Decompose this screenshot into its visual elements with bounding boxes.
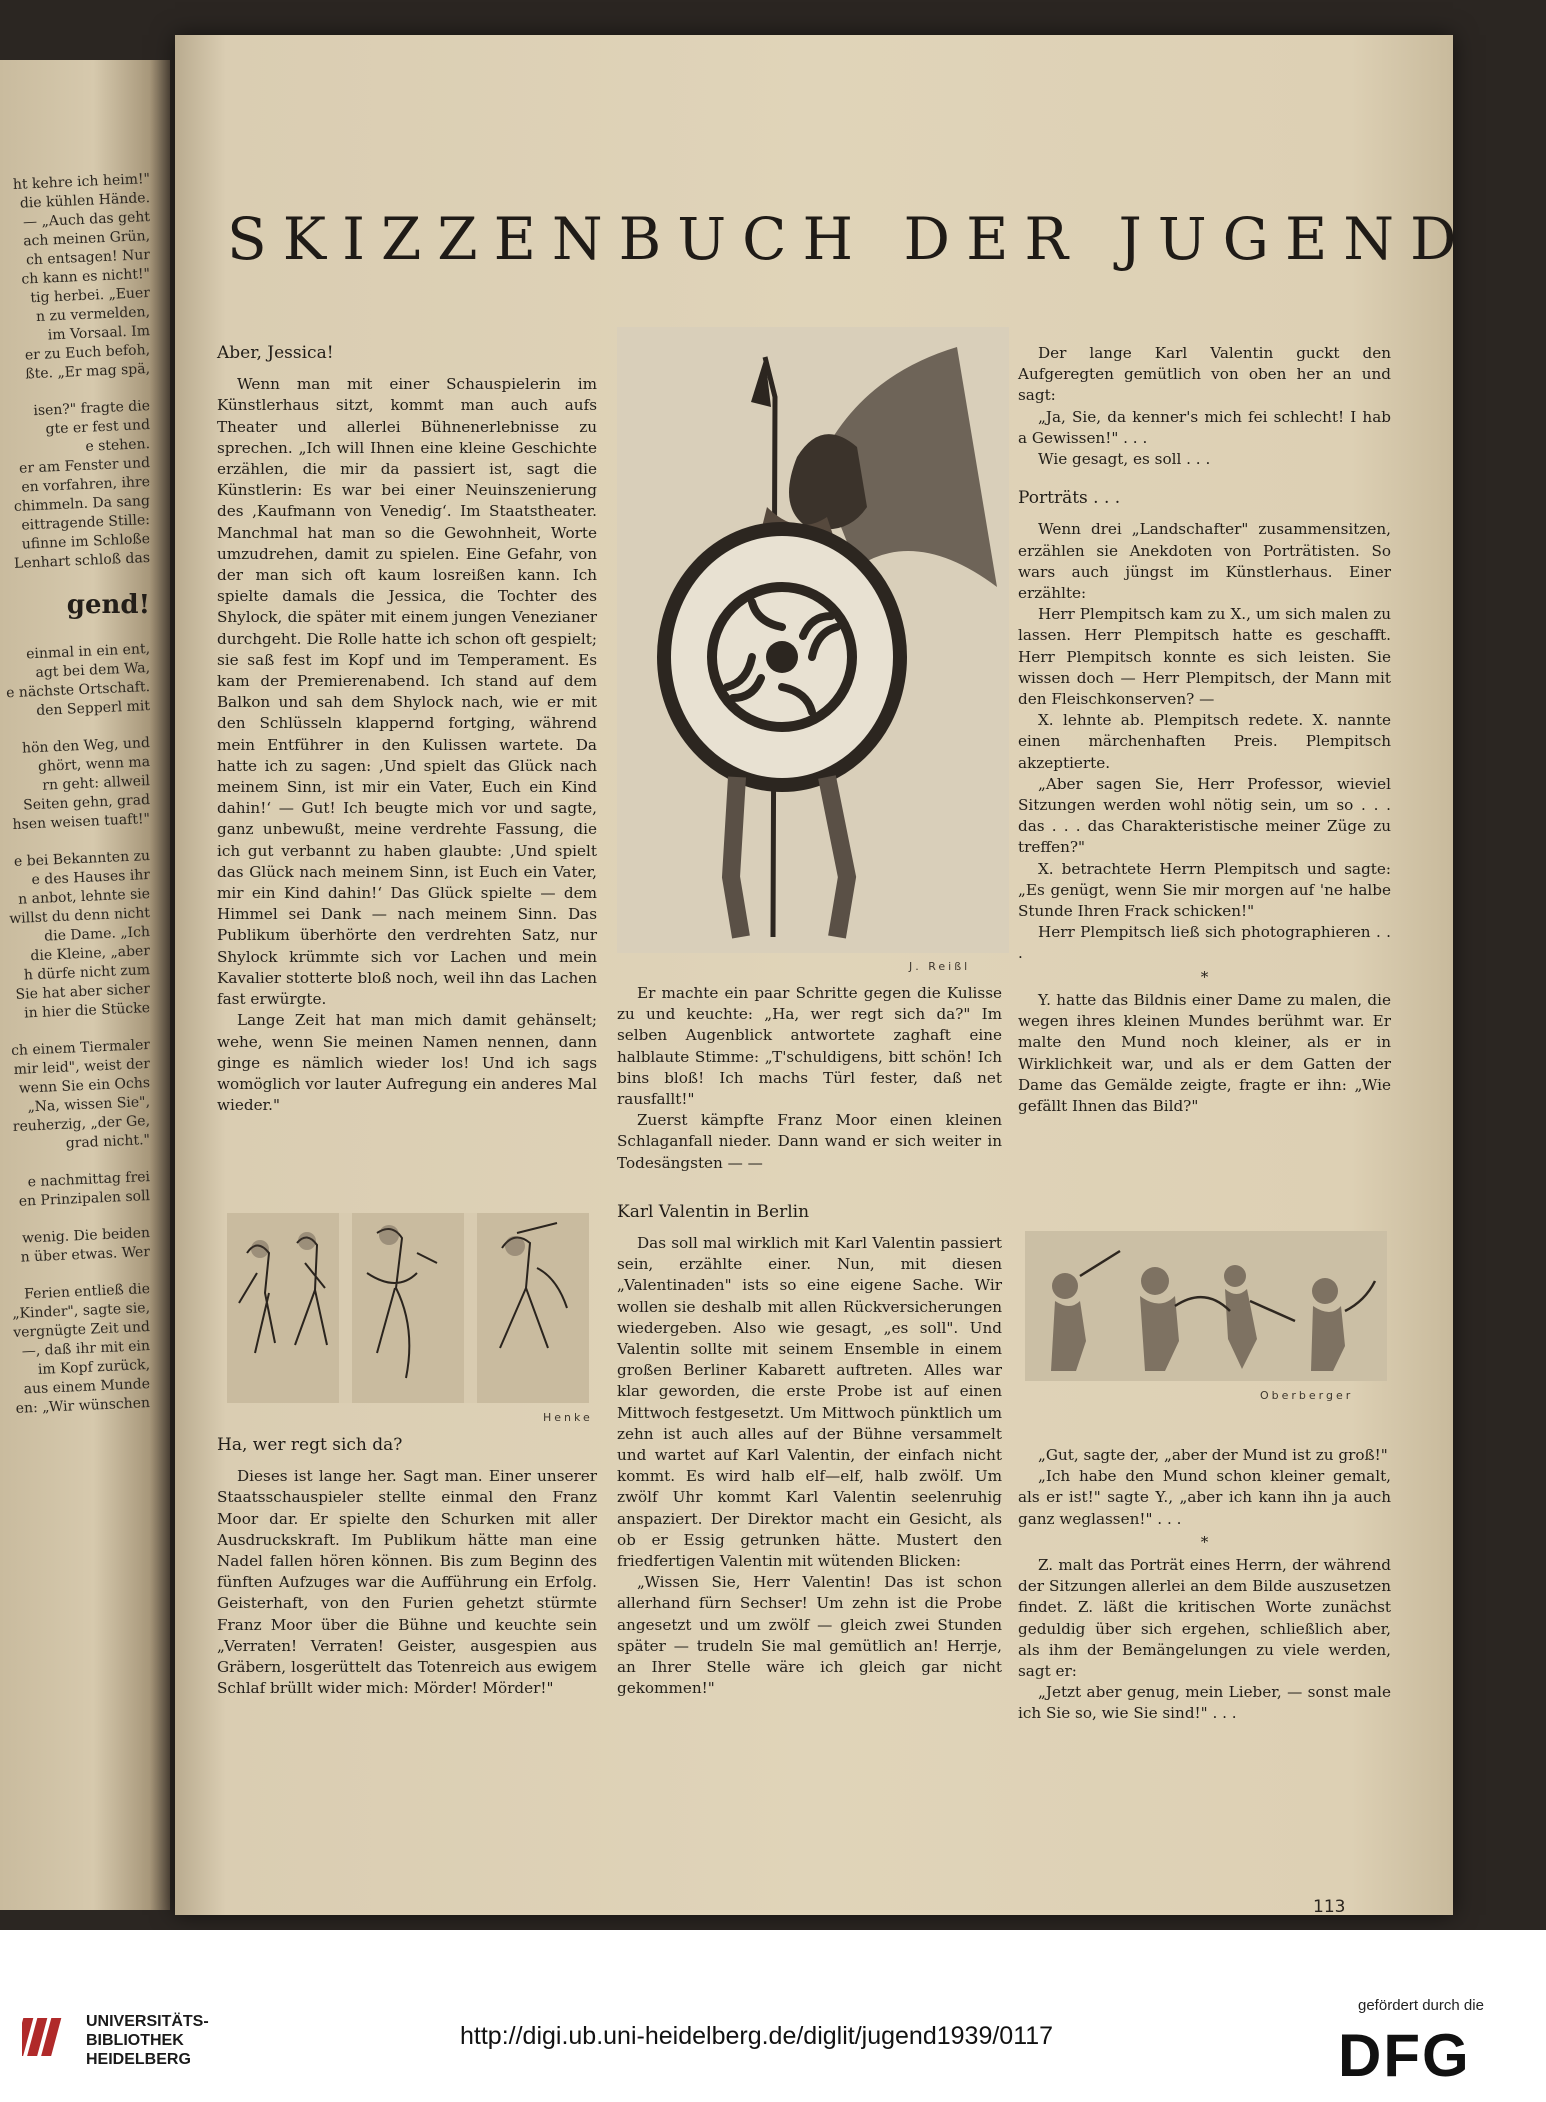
paragraph: Herr Plempitsch ließ sich photographieren . . . [1018,923,1391,963]
left-page-line: reuherzig, „der Ge, [12,1113,151,1135]
left-page-line: e stehen. [85,436,151,455]
paragraph: Dieses ist lange her. Sagt man. Einer unserer Staatsschauspieler stellte einmal den Franz Moor dar. Er spielte den Schurken mit aller Ausdruckskraft. Im Publikum hätte man eine Nadel fallen hören können. Bis zum Beginn des fünften Aufzuges war die Aufführung ein Erfolg. Geisterhaft, von den Furien gehetzt stürmte Franz Moor über die Bühne und keuchte sein „Verraten! Verraten! Geister, ausgespien aus Gräbern, losgerüttelt das Totenreich aus ewigem Schlaf brüllt wider mich: Mörder! Mörder!" [217,1467,597,1698]
left-page-lines-top [0,170,151,572]
article-column-two [617,983,1002,1700]
section-divider-star: * [1200,967,1209,986]
left-page-line: n über etwas. Wer [20,1244,151,1266]
knight-image [617,327,1009,953]
left-page-line: en vorfahren, ihre [21,474,151,496]
left-page-line: die Kleine, „aber [30,943,151,965]
left-page-line: ßte. „Er mag spä, [24,361,151,383]
left-page-line: hsen weisen tuaft!" [12,811,151,833]
paragraph: Wenn man mit einer Schauspielerin im Künstlerhaus sitzt, kommt man auch aufs Theater und allerlei Bühnenerlebnisse zu sprechen. „Ich will Ihnen eine kleine Geschichte erzählen, die mir da passiert ist, sagt die Künstlerin: Es war bei einer Neuinszenierung des ‚Kaufmann von Venedig‘. Im Staatstheater. Manchmal hat man so die Gewohnheit, Worte umzudrehen, damit zu spielen. Eine Gefahr, von der man sich oft kaum losreißen kann. Ich spielte damals die Jessica, die Tochter des Shylock, die später mit einem jungen Venezianer durchgeht. Die Rolle hatte ich schon oft gespielt; sie saß fest im Kopf und im Temperament. Es kam der Premierenabend. Ich stand auf dem Balkon und sah dem Shylock nach, wie er mit den Schlüsseln klappernd fortging, während mein Entführer in den Kulissen wartete. Da hatte ich zu sagen: ‚Und spielt das Glück nach meinem Sinn, ist mir ein Vater, Euch ein Kind dahin!‘ — Gut! Ich beugte mich vor und sagte, ganz unbewußt, meine verdrehte Fassung, die ich gut verbannt zu haben glaubte: ‚Und spielt das Glück nach meinem Sinn, ist Euch ein Vater, mir ein Kind dahin!‘ Das Glück spielte — dem Himmel sei Dank — nach meinem Sinn. Das Publikum überhörte den verdrehten Satz, nur Shylock krümmte sich vor Lachen und mein Kavalier stotterte bloß noch, weil ihn das Lachen fast erwürgte. [217,375,597,1009]
knight-illustration [617,327,1009,953]
section-divider-star: * [1200,1532,1209,1551]
left-page-line: „Kinder", sagte sie, [12,1300,151,1323]
paragraph: Der lange Karl Valentin guckt den Aufgeregten gemütlich von oben her an und sagt: [1018,344,1391,405]
left-page-line: e nächste Ortschaft. [5,679,151,702]
henke-sketch-image [227,1213,589,1403]
left-page-line: e nachmittag frei [27,1169,151,1191]
paragraph: „Wissen Sie, Herr Valentin! Das ist schon allerhand fürn Sechser! Um zehn ist die Probe angesetzt und um zwölf — gleich zwei Stunden später — trudeln Sie mal gemütlich an! Herrje, an Ihrer Stelle wäre ich gleich gar nicht gekommen!" [617,1573,1002,1698]
oberberger-illustration [1025,1231,1387,1381]
paragraph: Lange Zeit hat man mich damit gehänselt; wehe, wenn Sie meinen Namen nennen, dann ginge es nämlich wieder los! Und ich sags womöglich vor lauter Aufregung ein anderes Mal wieder." [217,1011,597,1115]
permalink-url[interactable]: http://digi.ub.uni-heidelberg.de/diglit/jugend1939/0117 [460,2022,1054,2050]
left-page-line: in hier die Stücke [23,1000,151,1022]
left-page-line: wenn Sie ein Ochs [18,1075,151,1097]
left-page-line: im Kopf zurück, [37,1357,151,1378]
paragraph: Zuerst kämpfte Franz Moor einen kleinen Schlaganfall nieder. Dann wand er sich weiter in Todesängsten — — [617,1111,1002,1172]
left-page-line: ufinne im Schloße [21,531,151,553]
article-portraets-continued [1018,1445,1391,1725]
oberberger-sketch-image [1025,1231,1387,1381]
left-page-line: die Dame. „Ich [43,924,151,945]
paragraph: „Ich habe den Mund schon kleiner gemalt, als er ist!" sagte Y., „aber ich kann ihn ja auch ganz weglassen!" . . . [1018,1467,1391,1528]
left-page-line: eittragende Stille: [21,512,151,534]
left-page-line: ch entsagen! Nur [25,247,151,269]
left-page-line: agt bei dem Wa, [35,660,151,681]
left-page-line: en Prinzipalen soll [18,1188,151,1210]
left-page-heading: gend! [66,590,150,620]
left-page-line: n zu vermelden, [35,304,151,325]
left-page-line: den Sepperl mit [35,698,151,719]
left-page-line: „Na, wissen Sie", [27,1094,151,1116]
left-page-line: Ferien entließ die [23,1281,151,1303]
left-page-line: ghört, wenn ma [37,754,151,775]
left-page-line: n anbot, lehnte sie [17,886,151,908]
left-page-line: aus einem Munde [23,1376,151,1398]
footer-bar [0,1930,1546,2102]
left-page-line: einmal in ein ent, [25,641,151,663]
left-page-line: er zu Euch befoh, [24,342,151,364]
left-page-line: en: „Wir wünschen [15,1395,151,1417]
left-page-line: isen?" fragte die [33,398,151,420]
paragraph: Y. hatte das Bildnis einer Dame zu malen, die wegen ihres kleinen Mundes berühmt war. Er malte den Mund noch kleiner, als er in Wirklichkeit war, und als er dem Gatten der Dame das Gemälde zeigte, fragte er ihn: „Wie gefällt Ihnen das Bild?" [1018,990,1391,1115]
article-heading: Karl Valentin in Berlin [617,1201,810,1222]
left-page-line: im Vorsaal. Im [47,323,151,344]
dfg-logo: DFG [1338,2022,1471,2089]
left-page-line: ch einem Tiermaler [10,1037,151,1060]
page-title: SKIZZENBUCH DER JUGEND [227,205,1473,273]
article-ha-wer-regt-sich-da [217,1435,597,1699]
article-heading: Ha, wer regt sich da? [217,1435,403,1455]
left-page-text [0,170,151,1417]
left-page-line: die kühlen Hände. [19,190,151,212]
paragraph: Wenn drei „Landschafter" zusammensitzen, erzählen sie Anekdoten von Porträtisten. So wars auch jüngst im Künstlerhaus. Einer erzählte: [1018,520,1391,603]
left-page-line: Lenhart schloß das [13,550,151,572]
paragraph: Er machte ein paar Schritte gegen die Kulisse zu und keuchte: „Ha, wer regt sich da?" Im selben Augenblick antwortete zaghaft eine halblaute Stimme: „T'schuldigens, bitt schön! Ich bins bloß! Ich machs Türl fester, daß net rausfallt!" [617,984,1002,1109]
left-page-line: grad nicht." [65,1132,151,1152]
left-page-lines-bottom [0,640,151,1417]
left-page-line: e des Hauses ihr [31,867,151,889]
article-portraets [1018,343,1391,1117]
page-number: 113 [1313,1897,1346,1917]
paragraph: „Jetzt aber genug, mein Lieber, — sonst male ich Sie so, wie Sie sind!" . . . [1018,1683,1391,1723]
left-page-line: — „Auch das geht [22,209,151,231]
left-page-line: willst du denn nicht [8,905,151,928]
left-page-line: tig herbei. „Euer [30,285,151,307]
left-page-line: Sie hat aber sicher [15,981,151,1003]
paragraph: Das soll mal wirklich mit Karl Valentin passiert sein, erzählte einer. Nun, mit diesen „Valentinaden" ists so eine eigene Sache. Wir wollen sie deshalb mit allen Rückversicherungen wiedergeben. Also wie gesagt, „es soll". Und Valentin sollte mit seinem Ensemble in einem großen Berliner Kabarett auftreten. Alles war klar geworden, die erste Probe ist auf einen Mittwoch festgesetzt. Um Mittwoch pünktlich um zehn ist auch alles auf der Bühne versammelt und wartet auf Karl Valentin, der einfach nicht kommt. Es wird halb elf—elf, halb zwölf. Um zwölf Uhr kommt Karl Valentin seelenruhig anspaziert. Der Direktor macht ein Gesicht, als ob er Essig getrunken hätte. Mustert den friedfertigen Valentin mit wütenden Blicken: [617,1234,1002,1571]
left-page-line: —, daß ihr mit ein [21,1338,151,1360]
left-page-line: wenig. Die beiden [21,1225,151,1247]
left-page-line: mir leid", weist der [13,1056,151,1078]
article-aber-jessica [217,343,597,1116]
left-page-line: vergnügte Zeit und [12,1319,151,1341]
left-page-line: chimmeln. Da sang [13,493,151,515]
paragraph: „Aber sagen Sie, Herr Professor, wieviel Sitzungen werden wohl nötig sein, um so . . . das . . . das Charakteristische meiner Züge zu treffen?" [1018,774,1391,857]
left-page-line: er am Fenster und [18,455,151,477]
logo-line: BIBLIOTHEK [86,2032,184,2049]
left-page-line: ach meinen Grün, [22,228,151,250]
left-page-line: e bei Bekannten zu [13,848,151,870]
left-page-line: hön den Weg, und [21,735,151,757]
dfg-caption: gefördert durch die [1358,1997,1484,2014]
logo-line: UNIVERSITÄTS- [86,2013,209,2030]
paragraph: X. betrachtete Herrn Plempitsch und sagte: „Es genügt, wenn Sie mir morgen auf 'ne halbe Stunde Ihren Frack schicken!" [1018,859,1391,921]
left-page-line: ht kehre ich heim!" [12,171,151,193]
article-heading: Porträts . . . [1018,488,1121,509]
university-library-name [86,2012,209,2069]
left-page-line: rn geht: allweil [41,773,151,794]
paragraph: Z. malt das Porträt eines Herrn, der während der Sitzungen allerlei an dem Bilde auszusetzen findet. Z. läßt die kritischen Worte zunächst geduldig über sich ergehen, schließlich aber, als ihm der Bemängelungen zu viele werden, sagt er: [1018,1556,1391,1681]
left-page-fragment [0,60,170,1910]
paragraph: X. lehnte ab. Plempitsch redete. X. nannte einen märchenhaften Preis. Plempitsch akzeptierte. [1018,711,1391,772]
figure-credit: J. Reißl [909,960,971,973]
henke-illustration [227,1213,589,1403]
left-page-line: h dürfe nicht zum [23,962,151,984]
main-page [175,35,1473,1917]
left-page-line: Seiten gehn, grad [22,792,151,814]
logo-line: HEIDELBERG [86,2051,191,2068]
paragraph: Wie gesagt, es soll . . . [1038,450,1211,469]
paragraph: Herr Plempitsch kam zu X., um sich malen zu lassen. Herr Plempitsch hatte es geschafft. Herr Plempitsch konnte es sich leisten. Sie wissen doch — Herr Plempitsch, der Mann mit den Fleischkonserven? — [1018,605,1391,709]
figure-credit: Oberberger [1260,1389,1354,1402]
paragraph: „Gut, sagte der, „aber der Mund ist zu groß!" [1038,1446,1388,1464]
paragraph: „Ja, Sie, da kenner's mich fei schlecht! I hab a Gewissen!" . . . [1018,407,1391,447]
left-page-line: gte er fest und [45,417,151,438]
university-library-logo-icon [22,2008,78,2068]
left-page-line: ch kann es nicht!" [21,266,151,288]
article-heading: Aber, Jessica! [217,343,334,363]
figure-credit: Henke [543,1411,593,1424]
